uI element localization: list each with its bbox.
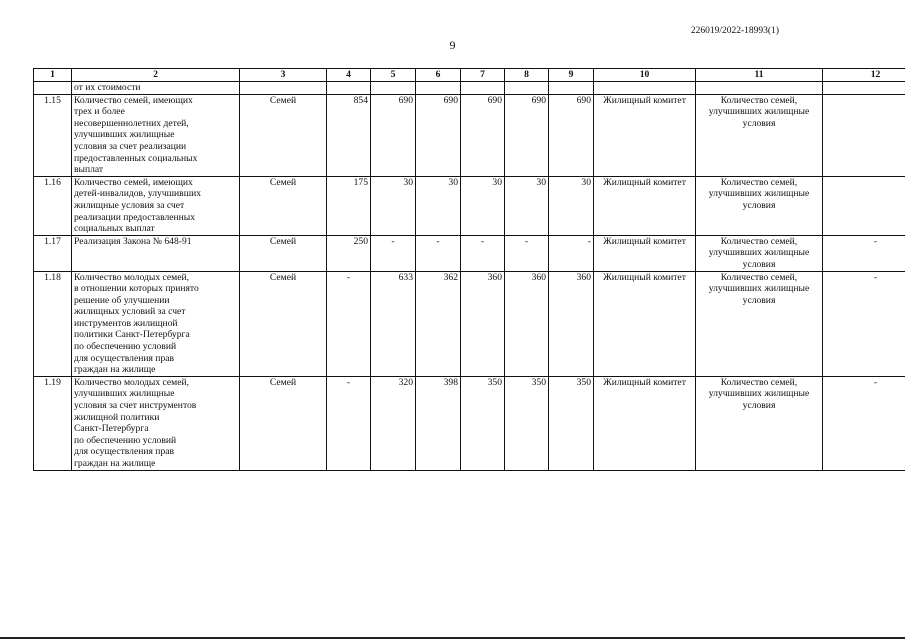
- value-col6: -: [416, 235, 461, 271]
- value-col4: 175: [327, 176, 371, 235]
- value-col5: 690: [371, 94, 416, 176]
- value-col8: 350: [505, 376, 549, 470]
- scan-edge-line: [0, 637, 905, 639]
- result-indicator: Количество семей, улучшивших жилищные условия: [696, 176, 823, 235]
- value-col8: 690: [505, 94, 549, 176]
- executor: Жилищный комитет: [594, 176, 696, 235]
- document-registration-number: 226019/2022-18993(1): [690, 26, 779, 36]
- table-row: [34, 235, 905, 271]
- value-col6: 690: [416, 94, 461, 176]
- value-col12: -: [823, 235, 905, 271]
- row-number: 1.18: [34, 271, 72, 376]
- column-header: 10: [594, 69, 696, 82]
- indicator-name: Количество семей, имеющих детей-инвалидов, улучшивших жилищные условия за счет реализации предоставленных социальных выплат: [72, 176, 240, 235]
- value-col7: -: [461, 235, 505, 271]
- result-indicator: Количество семей, улучшивших жилищные условия: [696, 235, 823, 271]
- value-col5: 320: [371, 376, 416, 470]
- executor: Жилищный комитет: [594, 94, 696, 176]
- value-col4: 854: [327, 94, 371, 176]
- table-row: [34, 176, 905, 235]
- column-header: 1: [34, 69, 72, 82]
- column-header: 5: [371, 69, 416, 82]
- column-header: 12: [823, 69, 905, 82]
- unit: Семей: [240, 376, 327, 470]
- value-col4: -: [327, 271, 371, 376]
- column-header: 6: [416, 69, 461, 82]
- result-indicator: Количество семей, улучшивших жилищные условия: [696, 376, 823, 470]
- row-number: 1.15: [34, 94, 72, 176]
- indicator-name: Количество семей, имеющих трех и более несовершеннолетних детей, улучшивших жилищные условия за счет реализации предоставленных социальных выплат: [72, 94, 240, 176]
- value-col9: 360: [549, 271, 594, 376]
- header-row: [34, 69, 905, 82]
- value-col8: -: [505, 235, 549, 271]
- value-col9: -: [549, 235, 594, 271]
- value-col5: 633: [371, 271, 416, 376]
- unit: Семей: [240, 176, 327, 235]
- executor: Жилищный комитет: [594, 235, 696, 271]
- continuation-row: [34, 82, 905, 95]
- value-col9: 350: [549, 376, 594, 470]
- table-row: [34, 271, 905, 376]
- value-col12: [823, 94, 905, 176]
- value-col7: 360: [461, 271, 505, 376]
- value-col6: 362: [416, 271, 461, 376]
- value-col8: 360: [505, 271, 549, 376]
- column-header: 4: [327, 69, 371, 82]
- column-header: 2: [72, 69, 240, 82]
- unit: Семей: [240, 271, 327, 376]
- column-header: 11: [696, 69, 823, 82]
- indicator-name: Количество молодых семей, в отношении которых принято решение об улучшении жилищных условий за счет инструментов жилищной политики Санкт-Петербурга по обеспечению условий для осуществления прав граждан на жилище: [72, 271, 240, 376]
- result-indicator: Количество семей, улучшивших жилищные условия: [696, 94, 823, 176]
- result-indicator: Количество семей, улучшивших жилищные условия: [696, 271, 823, 376]
- table-row: [34, 94, 905, 176]
- value-col12: -: [823, 271, 905, 376]
- value-col5: 30: [371, 176, 416, 235]
- value-col9: 690: [549, 94, 594, 176]
- value-col7: 690: [461, 94, 505, 176]
- page-number: 9: [449, 38, 456, 52]
- value-col6: 30: [416, 176, 461, 235]
- unit: Семей: [240, 94, 327, 176]
- continuation-text: от их стоимости: [72, 82, 240, 95]
- indicators-table: [33, 68, 905, 471]
- executor: Жилищный комитет: [594, 271, 696, 376]
- executor: Жилищный комитет: [594, 376, 696, 470]
- value-col7: 30: [461, 176, 505, 235]
- unit: Семей: [240, 235, 327, 271]
- column-header: 9: [549, 69, 594, 82]
- column-header: 8: [505, 69, 549, 82]
- value-col5: -: [371, 235, 416, 271]
- row-number: 1.19: [34, 376, 72, 470]
- value-col12: [823, 176, 905, 235]
- value-col12: -: [823, 376, 905, 470]
- value-col4: 250: [327, 235, 371, 271]
- indicator-name: Количество молодых семей, улучшивших жилищные условия за счет инструментов жилищной политики Санкт-Петербурга по обеспечению условий для осуществления прав граждан на жилище: [72, 376, 240, 470]
- value-col4: -: [327, 376, 371, 470]
- value-col9: 30: [549, 176, 594, 235]
- indicator-name: Реализация Закона № 648-91: [72, 235, 240, 271]
- row-number: 1.16: [34, 176, 72, 235]
- value-col7: 350: [461, 376, 505, 470]
- value-col6: 398: [416, 376, 461, 470]
- table-row: [34, 376, 905, 470]
- column-header: 7: [461, 69, 505, 82]
- value-col8: 30: [505, 176, 549, 235]
- column-header: 3: [240, 69, 327, 82]
- row-number: 1.17: [34, 235, 72, 271]
